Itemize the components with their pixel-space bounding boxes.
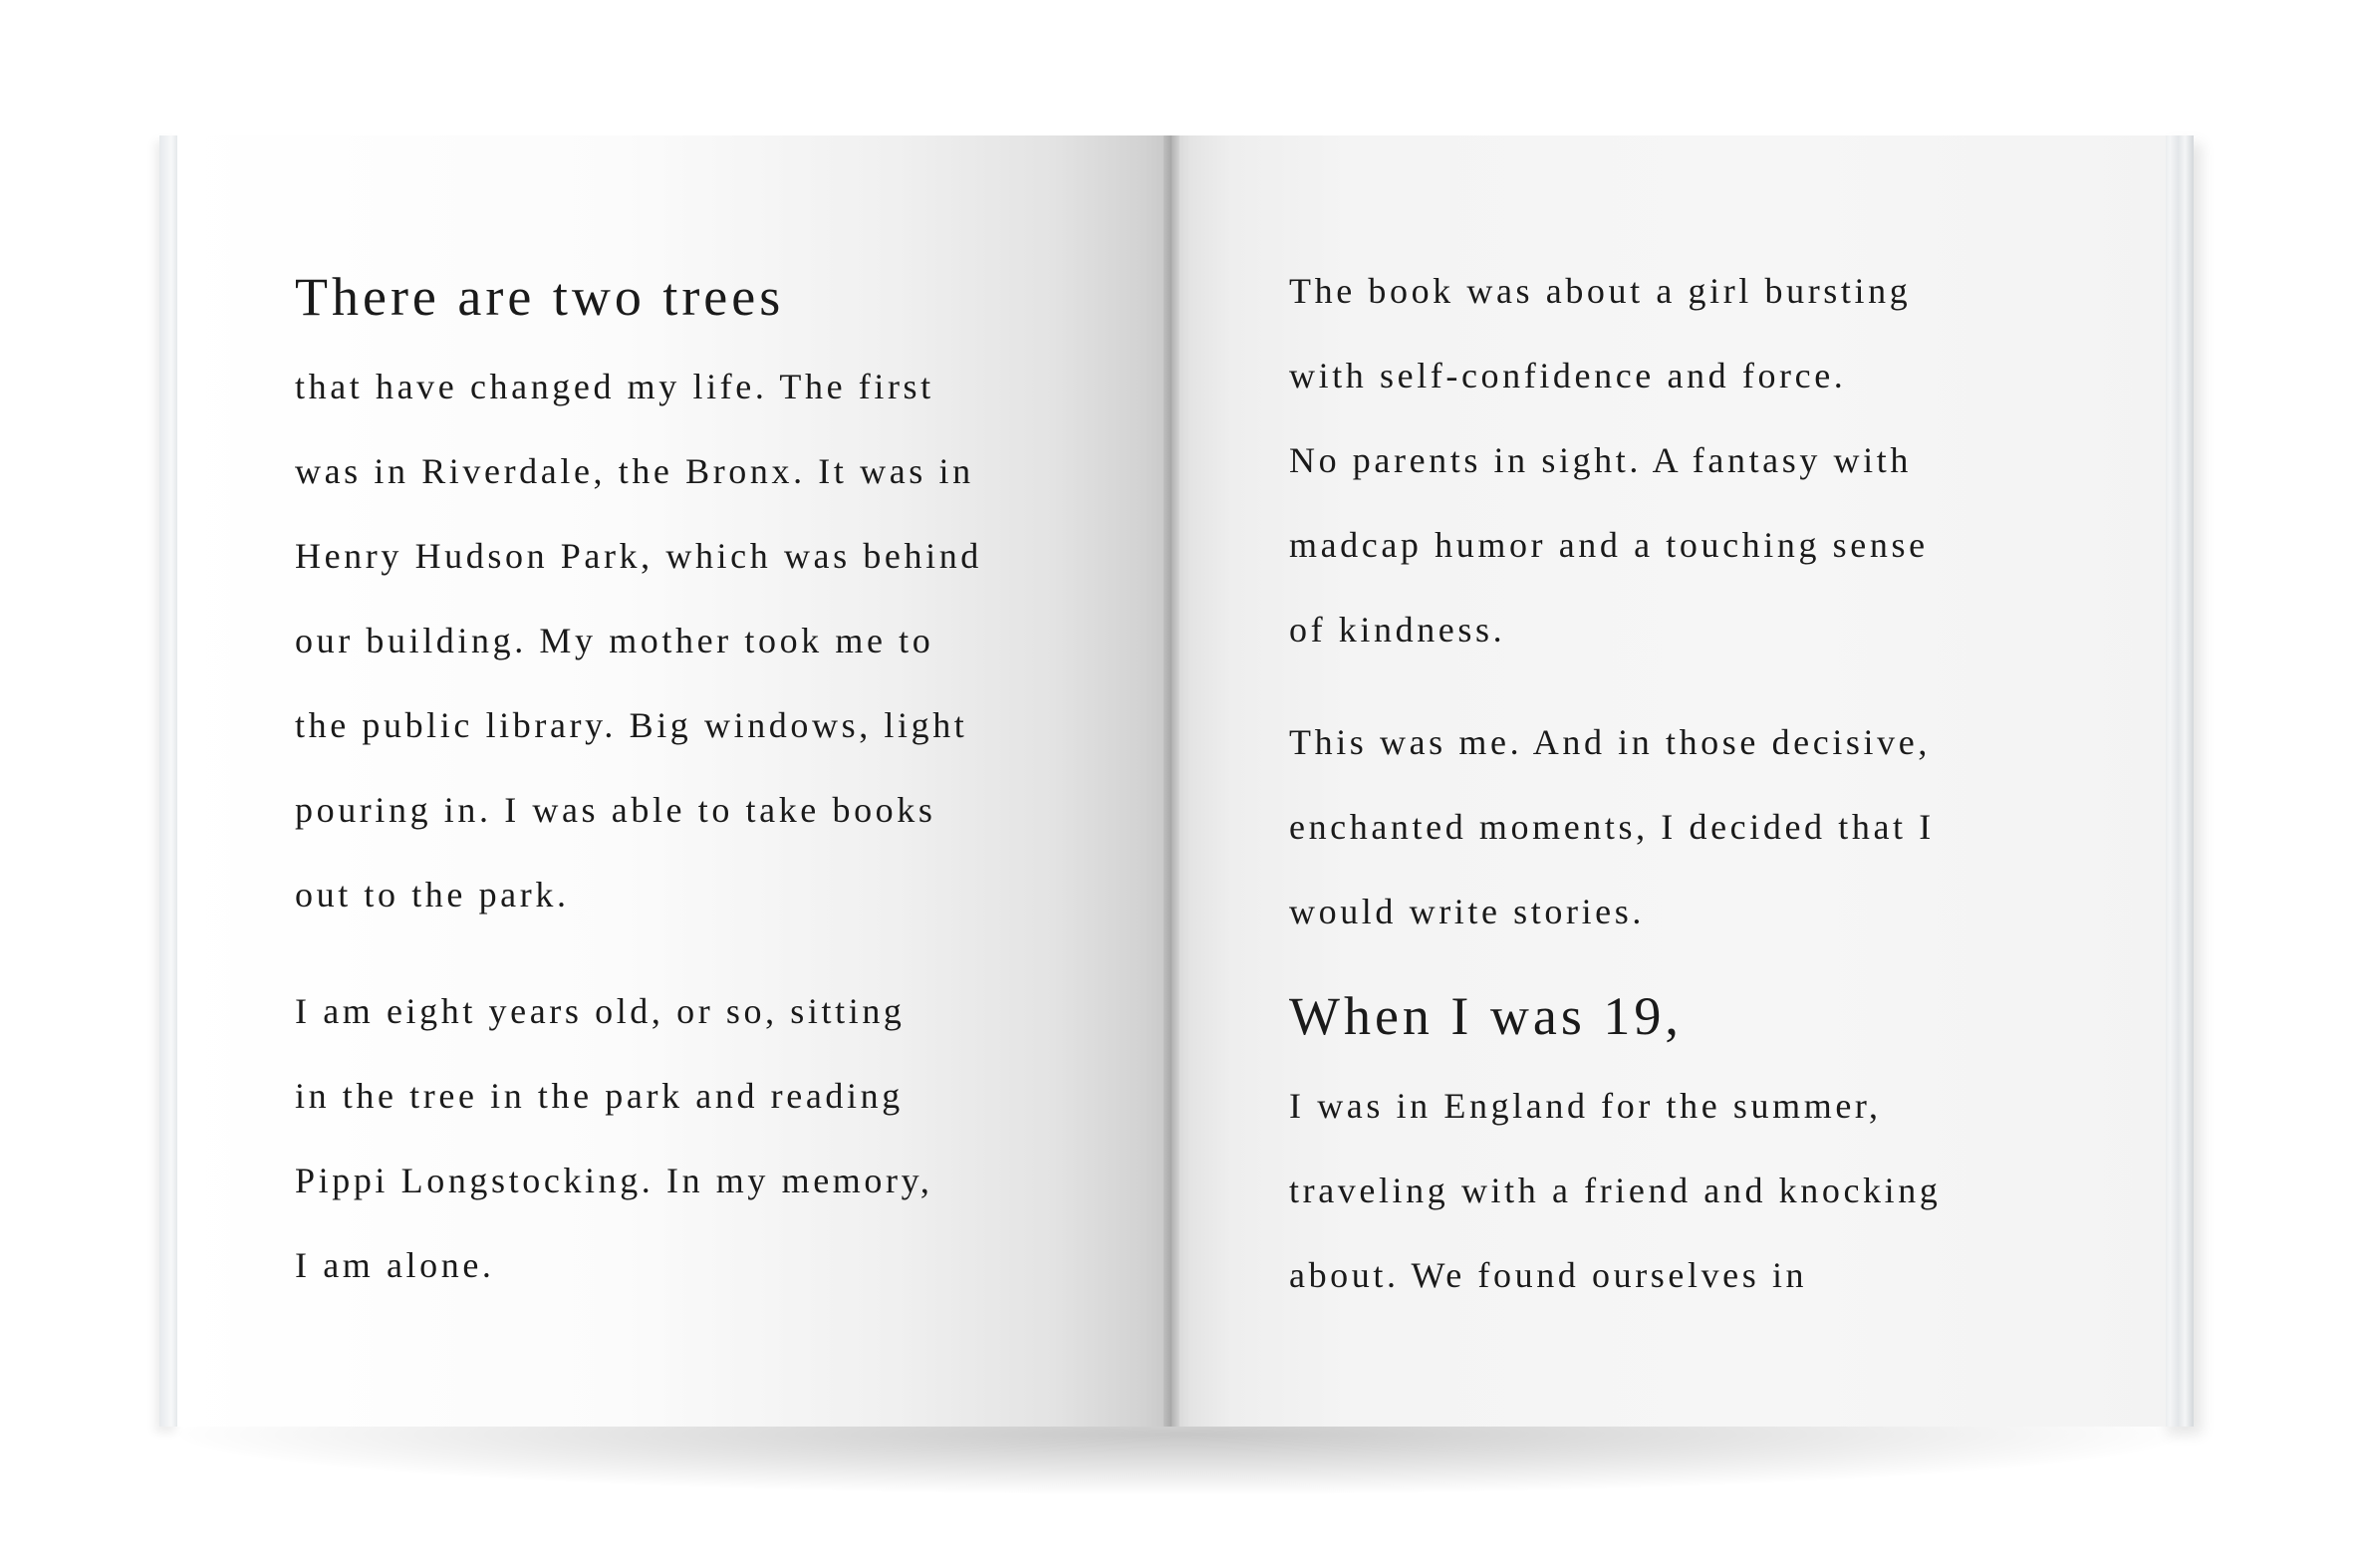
- text-line: out to the park.: [295, 875, 570, 915]
- left-page-text: [295, 267, 982, 1308]
- text-line: The book was about a girl bursting: [1289, 271, 1912, 311]
- book-gutter: [1164, 135, 1179, 1427]
- text-line: the public library. Big windows, light: [295, 705, 968, 745]
- text-line: Pippi Longstocking. In my memory,: [295, 1161, 933, 1200]
- right-heading: When I was 19,: [1289, 986, 1683, 1046]
- text-line: No parents in sight. A fantasy with: [1289, 440, 1912, 480]
- right-page-text: [1289, 249, 1941, 1318]
- text-line: that have changed my life. The first: [295, 367, 934, 406]
- text-line: pouring in. I was able to take books: [295, 790, 936, 830]
- text-line: I am eight years old, or so, sitting: [295, 991, 906, 1031]
- text-line: our building. My mother took me to: [295, 621, 934, 660]
- text-line: I am alone.: [295, 1245, 495, 1285]
- text-line: I was in England for the summer,: [1289, 1086, 1882, 1126]
- text-line: was in Riverdale, the Bronx. It was in: [295, 451, 974, 491]
- left-page-edges: [159, 135, 179, 1427]
- text-line: This was me. And in those decisive,: [1289, 722, 1931, 762]
- text-line: with self-confidence and force.: [1289, 356, 1847, 395]
- text-line: about. We found ourselves in: [1289, 1255, 1808, 1295]
- text-line: traveling with a friend and knocking: [1289, 1171, 1942, 1210]
- text-line: in the tree in the park and reading: [295, 1076, 904, 1116]
- text-line: of kindness.: [1289, 610, 1506, 650]
- text-line: Henry Hudson Park, which was behind: [295, 536, 982, 576]
- text-line: madcap humor and a touching sense: [1289, 525, 1929, 565]
- text-line: would write stories.: [1289, 892, 1645, 931]
- text-line: enchanted moments, I decided that I: [1289, 807, 1935, 847]
- left-heading: There are two trees: [295, 267, 785, 327]
